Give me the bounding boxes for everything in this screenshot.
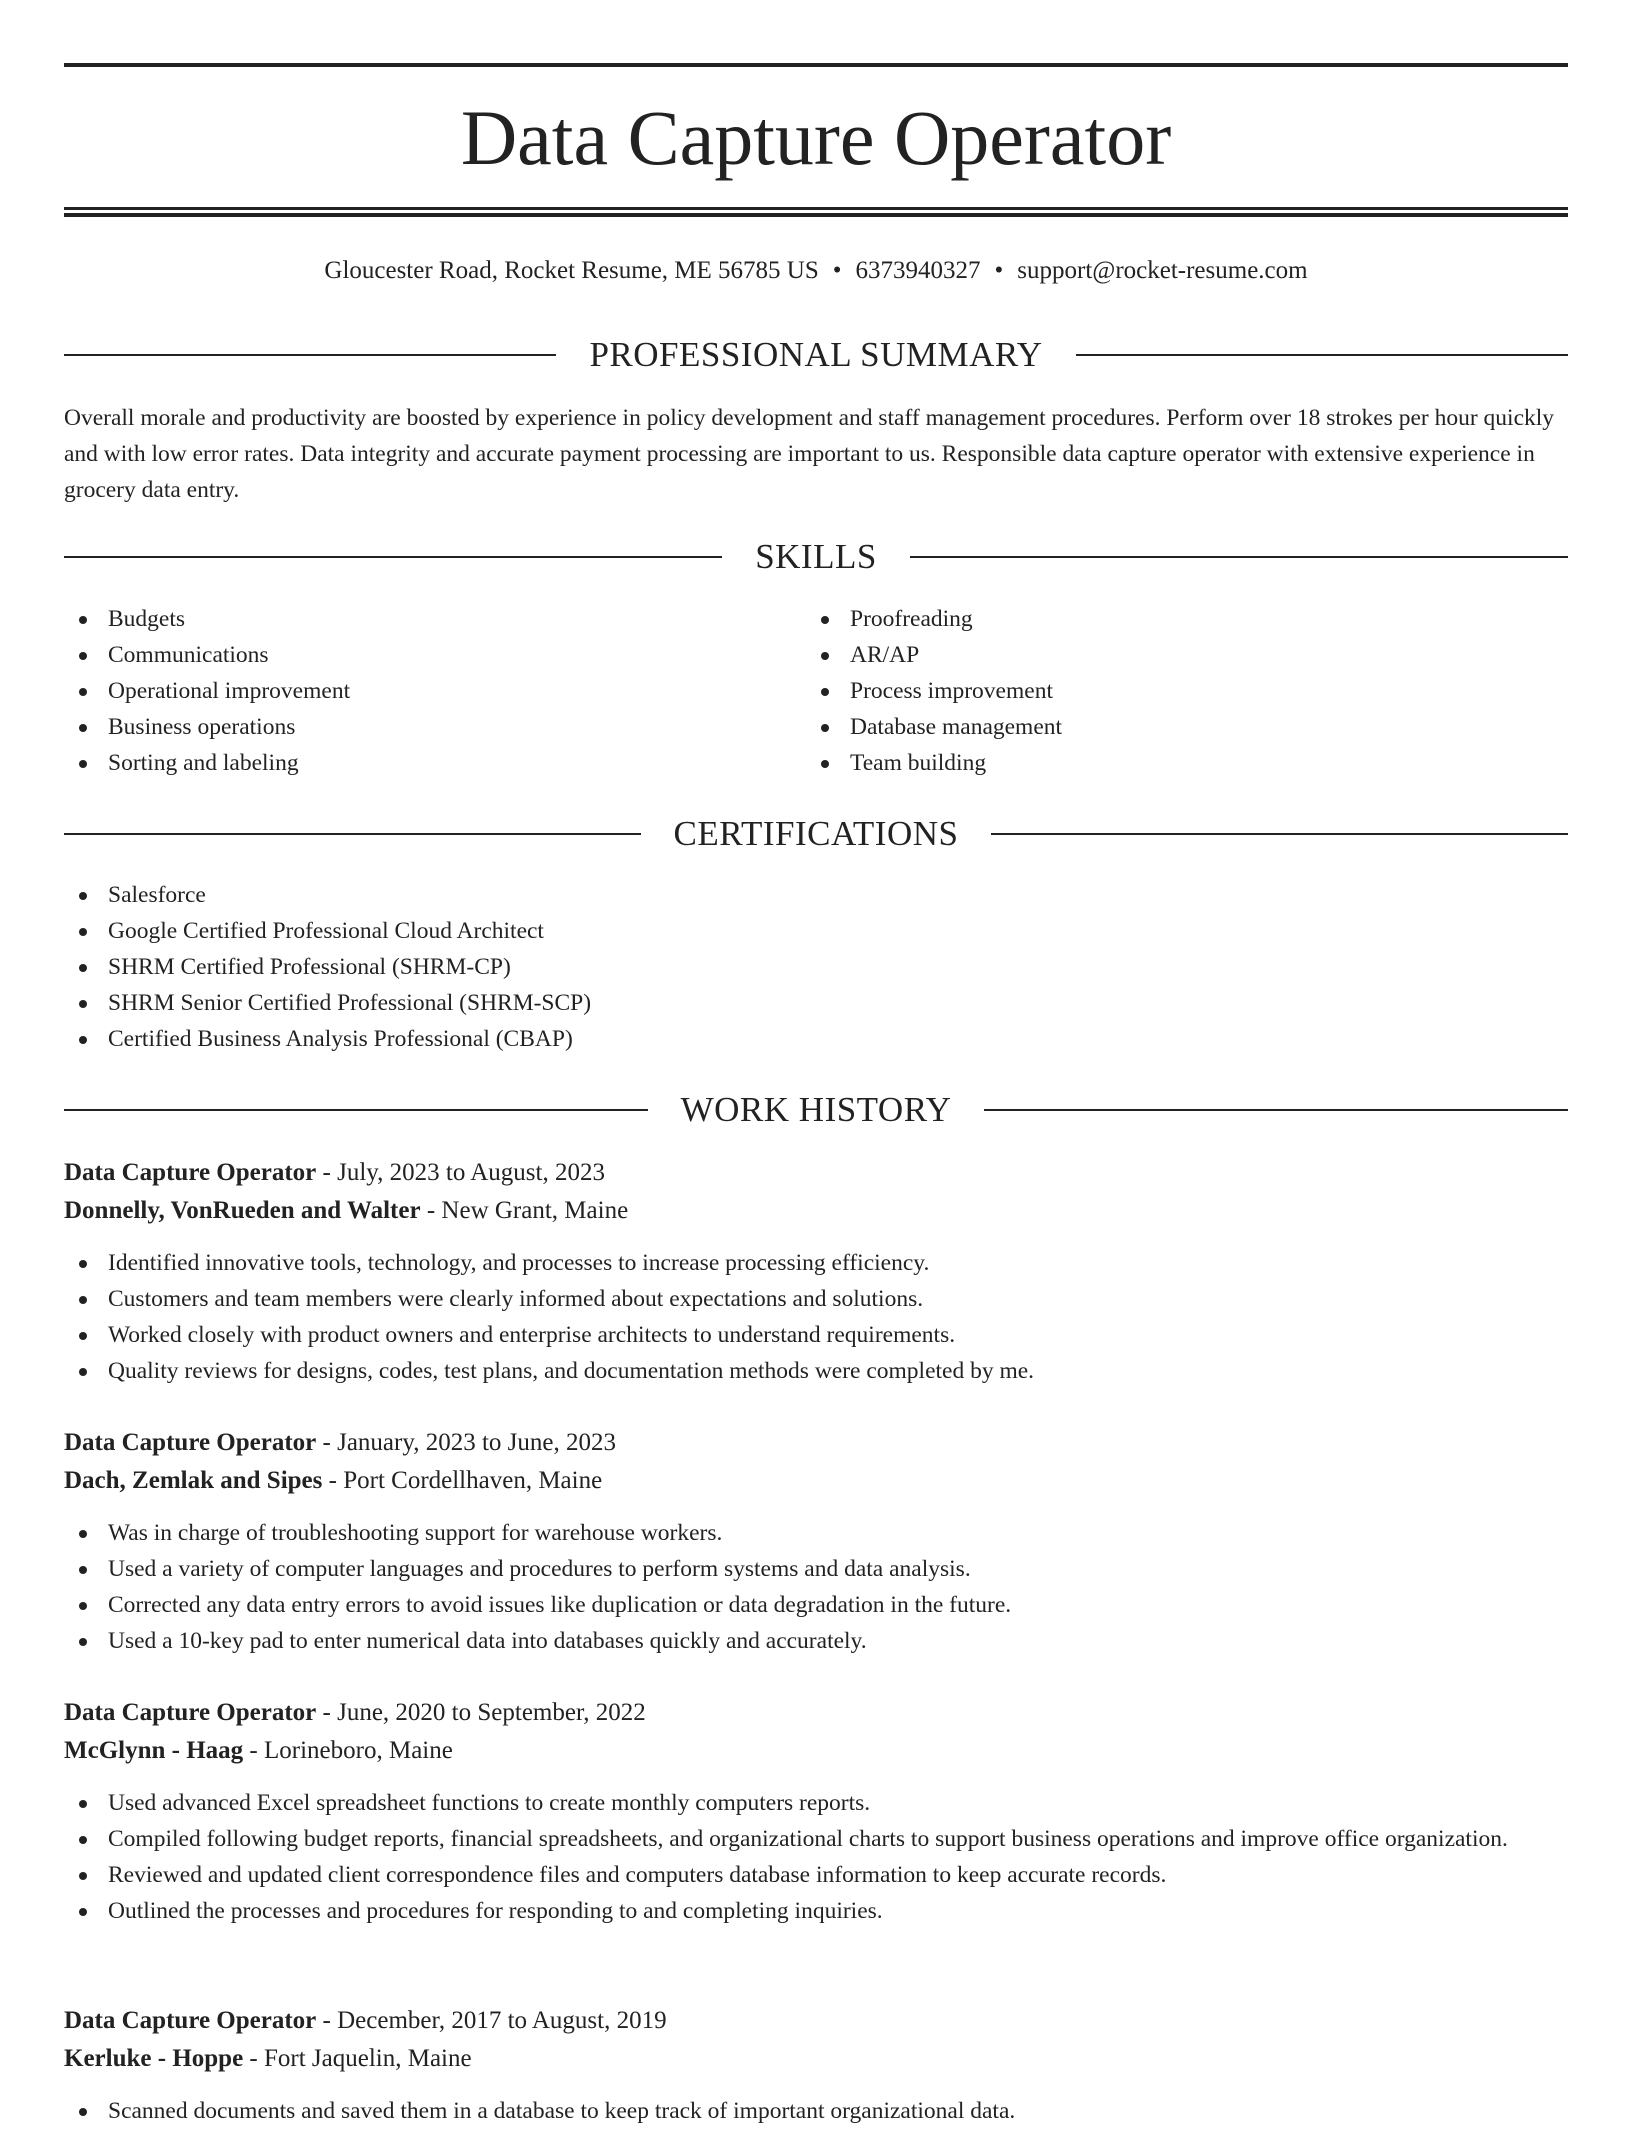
contact-separator: •: [994, 257, 1004, 284]
job-company-line: [64, 2041, 1568, 2079]
list-item: Used advanced Excel spreadsheet functions to create monthly computers reports.: [64, 1785, 1568, 1821]
heading-rule: [64, 556, 722, 558]
job-title: Data Capture Operator: [64, 1429, 317, 1456]
list-item: Communications: [64, 637, 764, 673]
job-duties-list: [64, 1785, 1568, 1929]
skills-list-right: [806, 601, 1506, 781]
list-item: Identified innovative tools, technology, and processes to increase processing efficiency.: [64, 1245, 1568, 1281]
job-role-line: [64, 2003, 1568, 2041]
summary-text: Overall morale and productivity are boosted by experience in policy development and staff management procedures. Perform over 18 strokes per hour quickly and with low error rates. Data integrity and accurate payment processing are important to us. Responsible data capture operator with extensive experience in grocery data entry.: [64, 405, 1555, 503]
job-dates: - January, 2023 to June, 2023: [316, 1429, 617, 1456]
section-heading-work-history: [64, 1088, 1568, 1132]
job-company: Dach, Zemlak and Sipes: [64, 1467, 323, 1494]
list-item: SHRM Certified Professional (SHRM-CP): [64, 949, 1568, 985]
job-title: Data Capture Operator: [64, 1159, 317, 1186]
job-entry: [64, 1155, 1568, 1389]
resume-name: Data Capture Operator: [460, 94, 1172, 181]
list-item: Google Certified Professional Cloud Architect: [64, 913, 1568, 949]
section-heading-label: CERTIFICATIONS: [673, 814, 959, 853]
job-location: - Port Cordellhaven, Maine: [322, 1467, 603, 1494]
job-company: Kerluke - Hoppe: [64, 2045, 244, 2072]
list-item: Corrected any data entry errors to avoid issues like duplication or data degradation in the future.: [64, 1587, 1568, 1623]
job-location: - New Grant, Maine: [420, 1197, 629, 1224]
contact-separator: •: [832, 257, 842, 284]
list-item: Certified Business Analysis Professional (CBAP): [64, 1021, 1568, 1057]
list-item: Worked closely with product owners and enterprise architects to understand requirements.: [64, 1317, 1568, 1353]
job-duties-list: [64, 1245, 1568, 1389]
job-entry: [64, 1425, 1568, 1659]
list-item: Sorting and labeling: [64, 745, 764, 781]
section-heading-label: PROFESSIONAL SUMMARY: [589, 335, 1043, 374]
certifications-list: [64, 877, 1568, 1057]
section-heading-label: WORK HISTORY: [680, 1090, 952, 1129]
job-company-line: [64, 1193, 1568, 1231]
heading-rule: [910, 556, 1568, 558]
list-item: Compiled following budget reports, financial spreadsheets, and organizational charts to support business operations and improve office organization.: [64, 1821, 1568, 1857]
heading-rule: [64, 354, 556, 356]
heading-rule: [64, 1109, 648, 1111]
list-item: Quality reviews for designs, codes, test plans, and documentation methods were completed by me.: [64, 1353, 1568, 1389]
list-item: Process improvement: [806, 673, 1506, 709]
job-title: Data Capture Operator: [64, 1699, 317, 1726]
list-item: SHRM Senior Certified Professional (SHRM-SCP): [64, 985, 1568, 1021]
list-item: Was in charge of troubleshooting support for warehouse workers.: [64, 1515, 1568, 1551]
job-dates: - December, 2017 to August, 2019: [316, 2007, 667, 2034]
list-item: Team building: [806, 745, 1506, 781]
job-company: Donnelly, VonRueden and Walter: [64, 1197, 421, 1224]
list-item: Used a 10-key pad to enter numerical data into databases quickly and accurately.: [64, 1623, 1568, 1659]
job-title: Data Capture Operator: [64, 2007, 317, 2034]
list-item: Salesforce: [64, 877, 1568, 913]
top-rule: [64, 63, 1568, 67]
section-heading-label: SKILLS: [755, 537, 877, 576]
job-entry: [64, 1695, 1568, 1929]
job-company-line: [64, 1733, 1568, 1771]
list-item: Operational improvement: [64, 673, 764, 709]
list-item: Outlined the processes and procedures for responding to and completing inquiries.: [64, 1893, 1568, 1929]
list-item: Budgets: [64, 601, 764, 637]
section-heading-summary: [64, 333, 1568, 377]
list-item: Business operations: [64, 709, 764, 745]
skills-list-left: [64, 601, 764, 781]
double-rule: [64, 207, 1568, 217]
contact-phone: 6373940327: [855, 257, 981, 284]
section-heading-skills: [64, 535, 1568, 579]
heading-rule: [1076, 354, 1568, 356]
list-item: Customers and team members were clearly informed about expectations and solutions.: [64, 1281, 1568, 1317]
section-heading-certifications: [64, 812, 1568, 856]
job-duties-list: [64, 1515, 1568, 1659]
list-item: Database management: [806, 709, 1506, 745]
job-dates: - July, 2023 to August, 2023: [316, 1159, 605, 1186]
job-dates: - June, 2020 to September, 2022: [316, 1699, 646, 1726]
job-role-line: [64, 1695, 1568, 1733]
job-duties-list: [64, 2093, 1568, 2129]
job-role-line: [64, 1425, 1568, 1463]
list-item: Used a variety of computer languages and procedures to perform systems and data analysis.: [64, 1551, 1568, 1587]
list-item: Proofreading: [806, 601, 1506, 637]
job-entry: [64, 2003, 1568, 2129]
job-location: - Lorineboro, Maine: [243, 1737, 453, 1764]
heading-rule: [64, 833, 641, 835]
contact-line: [64, 254, 1568, 288]
list-item: Reviewed and updated client correspondence files and computers database information to keep accurate records.: [64, 1857, 1568, 1893]
job-role-line: [64, 1155, 1568, 1193]
job-company: McGlynn - Haag: [64, 1737, 244, 1764]
list-item: AR/AP: [806, 637, 1506, 673]
list-item: Scanned documents and saved them in a database to keep track of important organizational data.: [64, 2093, 1568, 2129]
job-company-line: [64, 1463, 1568, 1501]
contact-email: support@rocket-resume.com: [1017, 257, 1308, 284]
job-location: - Fort Jaquelin, Maine: [243, 2045, 472, 2072]
contact-address: Gloucester Road, Rocket Resume, ME 56785 US: [324, 257, 819, 284]
heading-rule: [984, 1109, 1568, 1111]
heading-rule: [991, 833, 1568, 835]
